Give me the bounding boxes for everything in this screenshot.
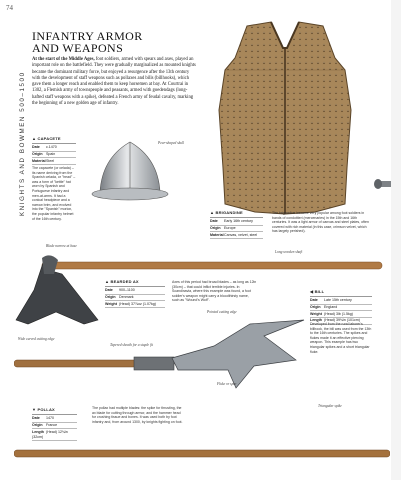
bill-label-fluke: Fluke or spur (217, 382, 237, 386)
ax-label-narrow: Blade narrow at base (46, 244, 77, 248)
ax-label-curved: Wide curved cutting edge (18, 337, 55, 341)
intro-body: foot soldiers, armed with spears and axes, played an important role on the battlefield. They were gradually marginalized as mounted knights became the dominant military force, but enjoyed a resurgence after the 13th century with the development of staff weapons such as pollaxes and bills (billhooks), which gave them a longer reach and enabled them to keep horsemen at bay. At Courtrai in 1302, a Flemish army of townspeople and peasants, armed with goedendags (long-hafted staff weapons with a spike), defeated a French army of feudal cavalry, marking the beginning of a new golden age of infantry. (32, 57, 196, 107)
capacete-origin-row: Origin Spain (32, 152, 76, 159)
brigandine-infobox (210, 211, 263, 239)
pollax-heading: ▼ POLLAX (32, 408, 77, 415)
running-header (7, 40, 26, 220)
bill-weight-row: Weight (Head) 3lb (1.5kg) (310, 311, 372, 318)
pollax-description: The pollax had multiple blades: the spike for thrusting, the ax blade for cutting through armor, and the hammer head for crushing tissue and bones. It was used both by foot infantry and, from around 1300, by knights fighting on foot. (92, 406, 183, 424)
intro-lead: At the start of the Middle Ages, (32, 57, 95, 62)
capacete-infobox (32, 137, 76, 165)
bill-label-spike: Triangular spike (318, 404, 342, 408)
capacete-description: The capacete (or celada) – its name deriving from the Spanish celada, or "head" – was a form of "kettle" hat worn by Spanish and Portuguese infantry and men-at-arms. It had a conical headpiece and a narrow brim, and evolved into the "Spanish" morion, the popular infantry helmet of the 16th century. (32, 166, 76, 221)
brigandine-origin-row: Origin Europe (210, 226, 263, 233)
capacete-image (90, 138, 170, 208)
bill-date-row: Date Late 15th century (310, 298, 372, 305)
pollax-date-row: Date 1470 (32, 416, 77, 423)
bill-label-taper: Tapered sheath for a staple fit (110, 343, 153, 347)
pollax-image (14, 446, 390, 460)
pollax-infobox (32, 408, 77, 441)
ax-date-row: Date 900–1100 (105, 288, 165, 295)
bearded-ax-description: Axes of this period had broad blades – as long as 12in (30cm) – that could inflict terrible injuries. In Scandinavia, where this example was found, a foot soldier's weapon might carry a bloodthirsty name, such as "Wound's Wolf". (172, 280, 257, 303)
brigandine-image (195, 18, 375, 220)
bill-label-pointed: Pointed cutting edge (207, 310, 237, 314)
bill-image (14, 318, 314, 400)
title-line-1: INFANTRY ARMOR (32, 29, 143, 43)
bill-infobox (310, 290, 372, 325)
page-title (32, 30, 212, 54)
bill-origin-row: Origin England (310, 305, 372, 312)
running-header-text: KNIGHTS AND BOWMEN 500–1500 (19, 71, 26, 216)
bearded-ax-heading: ▲ BEARDED AX (105, 280, 165, 287)
ax-origin-row: Origin Denmark (105, 295, 165, 302)
pollax-origin-row: Origin France (32, 423, 77, 430)
bill-length-row: Length (Head) 39¾in (101cm) (310, 318, 372, 325)
ax-label-shaft: Long wooden shaft (275, 250, 303, 254)
intro-paragraph (32, 57, 197, 107)
bearded-ax-infobox (105, 280, 165, 308)
bill-description: Developed from the rural laborer's billhook, the bill was used from the 13th to the 16th centuries. The spikes and flukes made it an effective piercing weapon. This example has two triangular spikes and a short triangular fluke. (310, 322, 372, 354)
title-line-2: AND WEAPONS (32, 41, 124, 55)
ax-weight-row: Weight (Head) 37⅞oz (1.07kg) (105, 301, 165, 308)
brigandine-description: The brigandine became very popular among foot soldiers in bands of condottieri (mercenaries) in the 15th and 16th centuries. It was a light armor of canvas and steel plates, often covered with rich material (in this case, crimson velvet, which has largely perished). (272, 211, 369, 234)
pollax-length-row: Length (Head) 12¾in (32cm) (32, 429, 77, 441)
capacete-date-row: Date c.1470 (32, 145, 76, 152)
capacete-heading: ▲ CAPACETE (32, 137, 76, 144)
bill-heading: ◀ BILL (310, 290, 372, 297)
page-gutter (391, 0, 401, 480)
capacete-label-pear: Pear-shaped skull (158, 141, 184, 145)
brigandine-material-row: MaterialCanvas, velvet, steel (210, 232, 263, 239)
brigandine-heading: ▲ BRIGANDINE (210, 211, 263, 218)
brigandine-date-row: Date Early 16th century (210, 219, 263, 226)
capacete-material-row: MaterialSteel (32, 158, 76, 165)
page-number: 74 (6, 4, 13, 12)
